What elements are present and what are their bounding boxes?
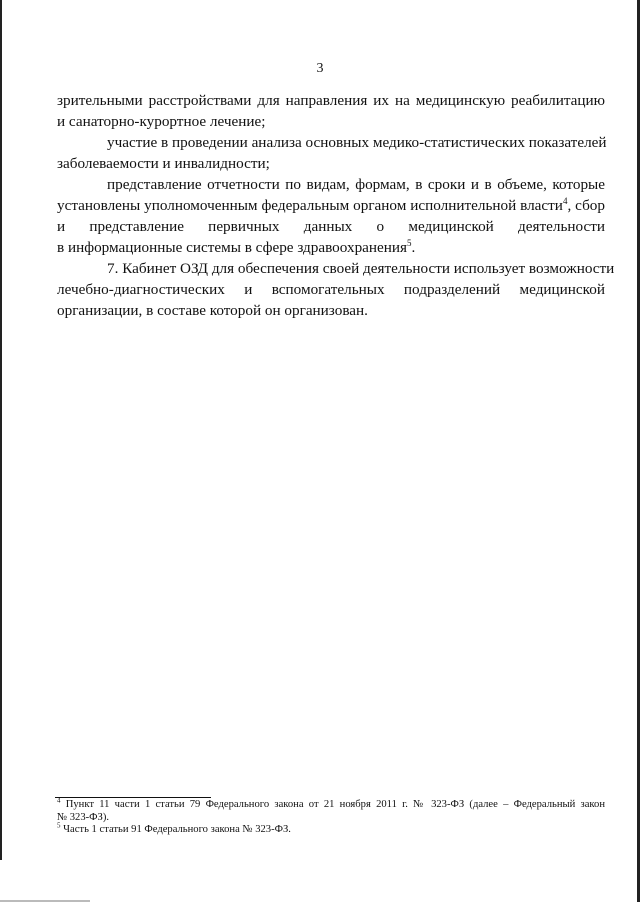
text-line <box>57 237 605 258</box>
paragraph-reporting <box>57 174 605 258</box>
text-line: и представление первичных данных о медицинской деятельности <box>57 218 605 235</box>
text-line: лечебно-диагностических и вспомогательных подразделений медицинской <box>57 281 605 298</box>
footnote-4 <box>57 796 605 824</box>
text-segment: в информационные системы в сфере здравоохранения <box>57 239 408 256</box>
footnote-text: Часть 1 статьи 91 Федерального закона № 323-ФЗ. <box>60 824 291 835</box>
text-line: участие в проведении анализа основных медико-статистических показателей <box>107 134 607 151</box>
text-line: организации, в составе которой он организован. <box>57 302 368 319</box>
footnote-mark: 4 <box>57 796 61 805</box>
paragraph-analysis <box>57 132 605 174</box>
paragraph-item-7 <box>57 258 615 321</box>
text-line: заболеваемости и инвалидности; <box>57 155 270 172</box>
text-segment: , сбор <box>567 197 605 214</box>
footnotes <box>57 796 605 837</box>
scan-edge-left <box>0 0 2 860</box>
footnote-line <box>57 821 605 837</box>
paragraph-continuation <box>57 90 605 132</box>
text-line: 7. Кабинет ОЗД для обеспечения своей деятельности использует возможности <box>107 260 615 277</box>
footnote-5 <box>57 821 605 837</box>
text-line: зрительными расстройствами для направления их на медицинскую реабилитацию <box>57 92 605 109</box>
footnote-line <box>57 796 605 812</box>
page-number: 3 <box>316 61 324 76</box>
document-body <box>57 90 615 321</box>
text-segment: установлены уполномоченным федеральным органом исполнительной власти <box>57 197 563 214</box>
footnote-line: № 323-ФЗ). <box>57 811 110 823</box>
footnote-mark: 5 <box>57 821 61 830</box>
footnote-ref-5[interactable]: 5 <box>407 237 412 248</box>
text-line <box>57 195 605 216</box>
text-line: представление отчетности по видам, формам, в сроки и в объеме, которые <box>107 176 605 193</box>
text-line: и санаторно-курортное лечение; <box>57 113 266 130</box>
footnote-text: Пункт 11 части 1 статьи 79 Федерального закона от 21 ноября 2011 г. № 323-ФЗ (далее – Федеральный закон <box>60 799 605 810</box>
footnote-ref-4[interactable]: 4 <box>562 195 568 206</box>
footnote-separator <box>55 797 211 798</box>
text-segment: . <box>411 239 416 256</box>
